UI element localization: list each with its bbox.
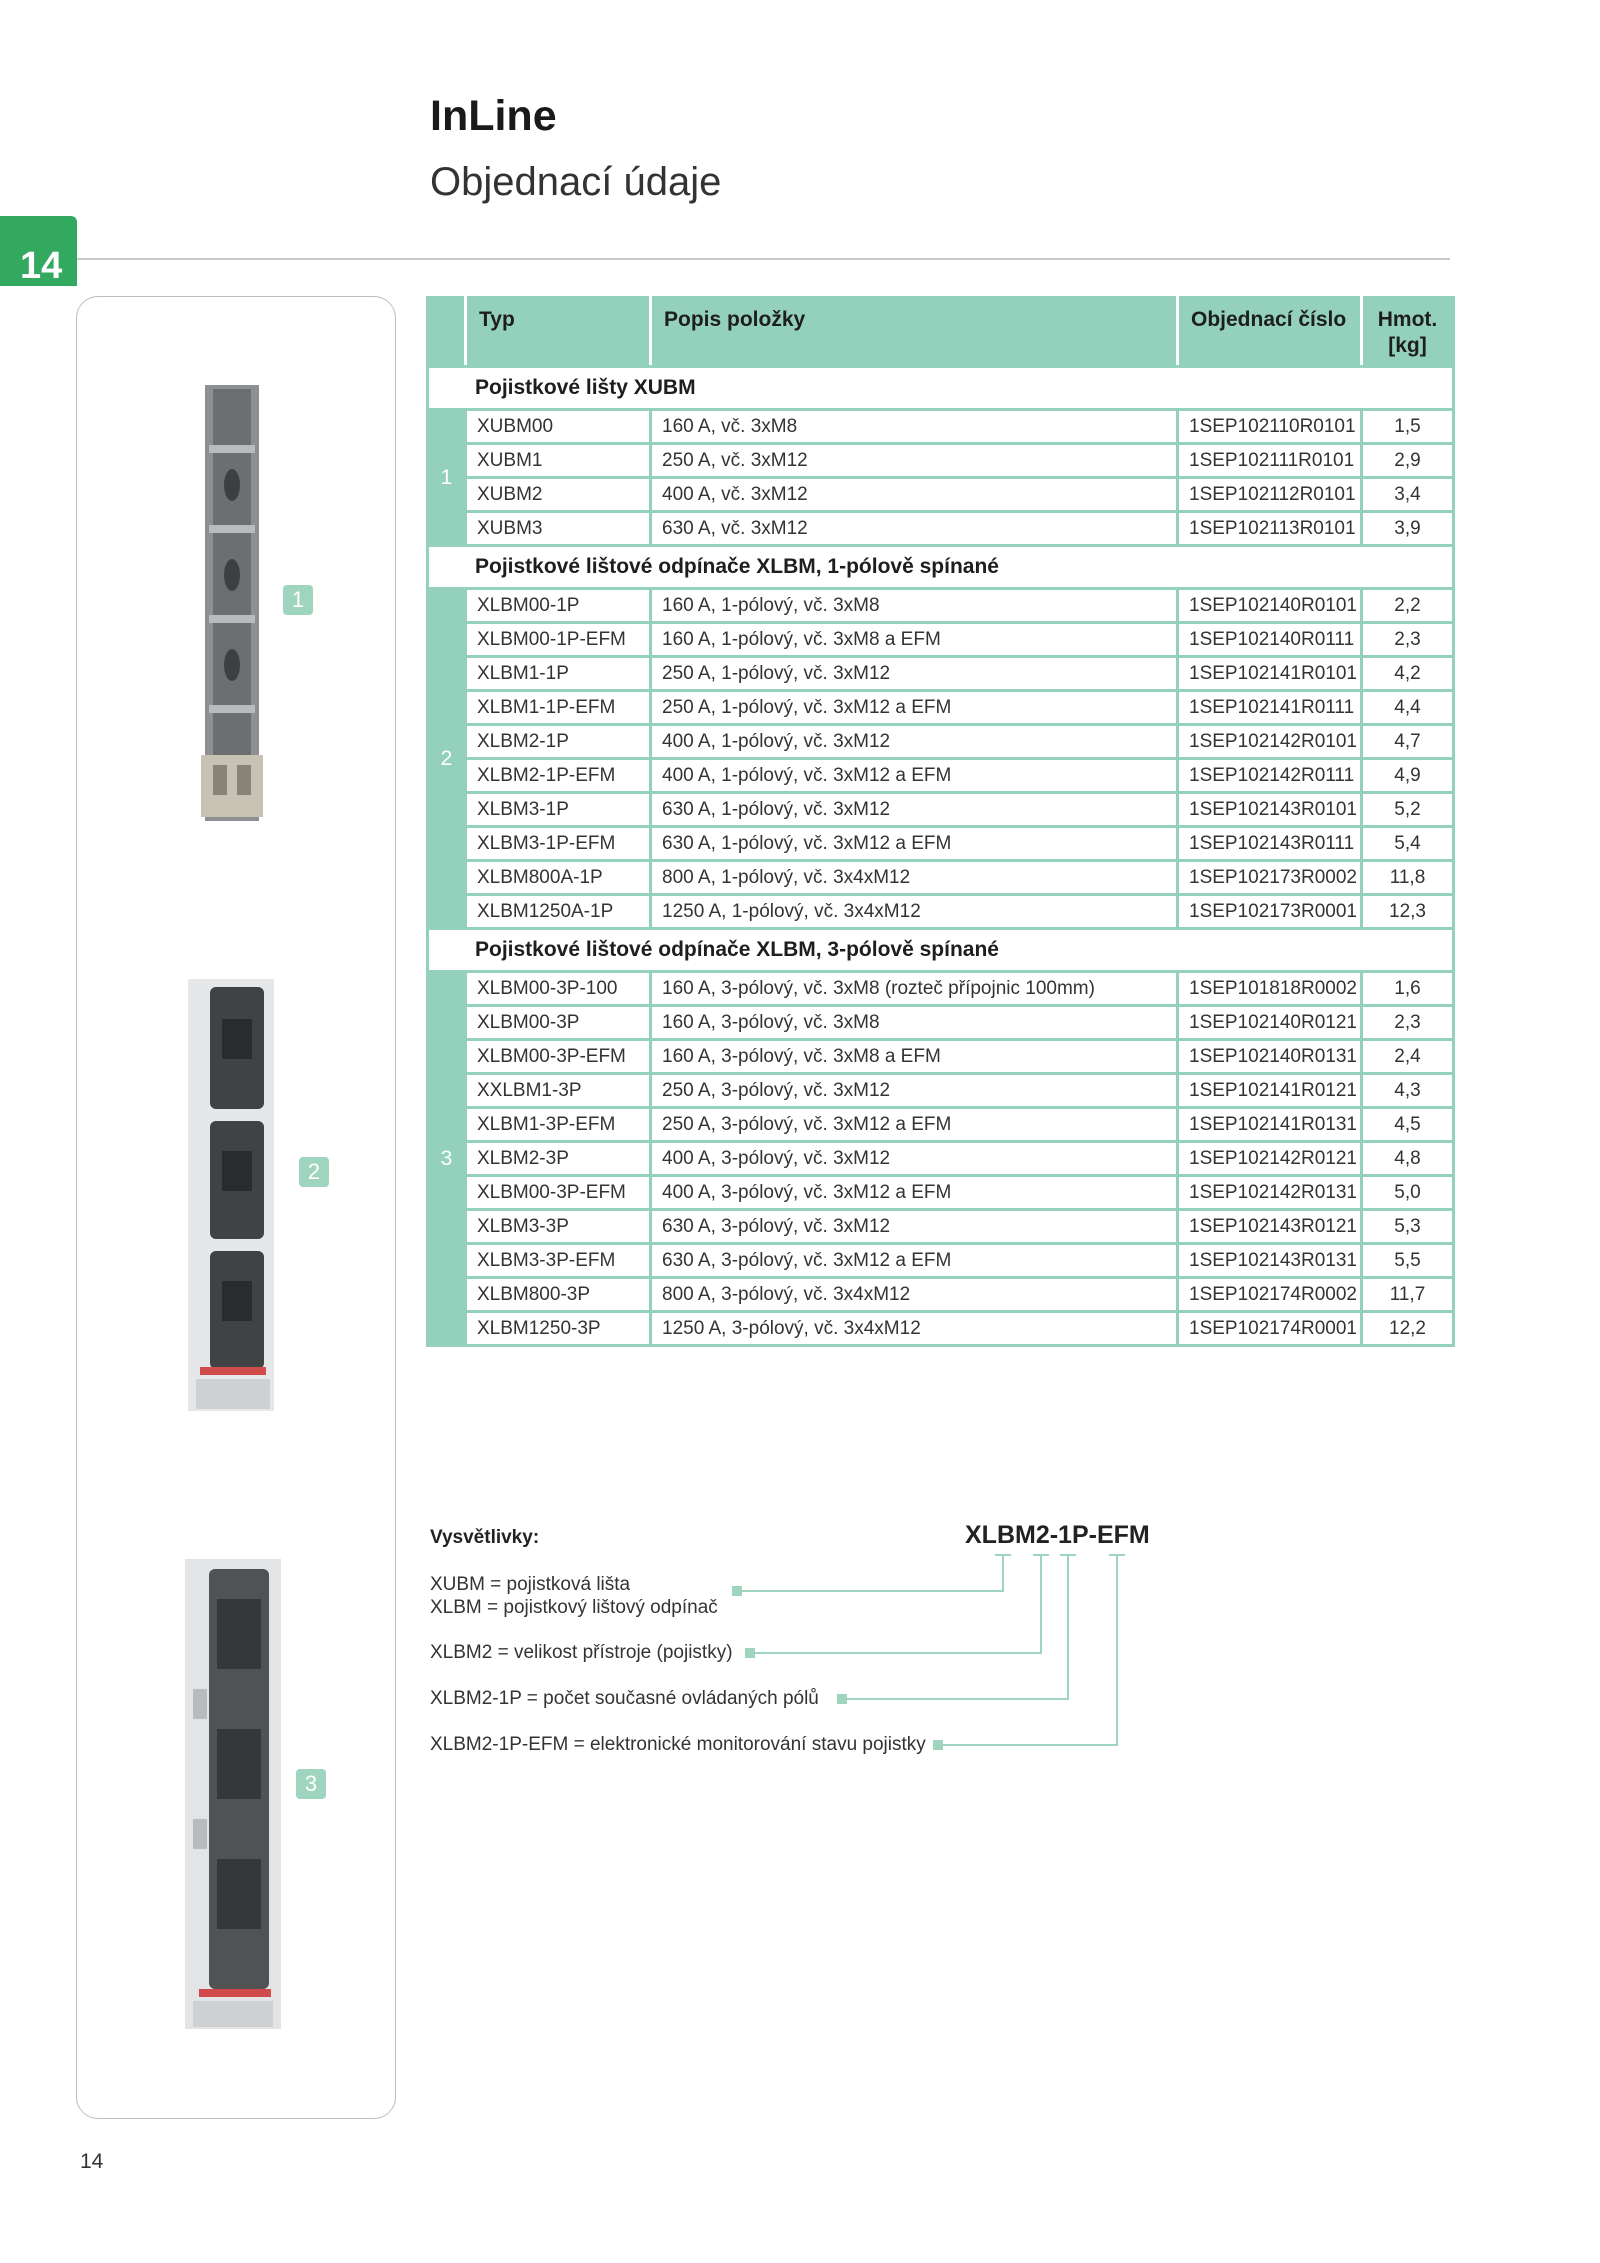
cell-weight: 2,3	[1362, 1006, 1454, 1040]
cell-weight: 12,2	[1362, 1312, 1454, 1346]
cell-description: 400 A, 3-pólový, vč. 3xM12 a EFM	[651, 1176, 1178, 1210]
column-header-weight: Hmot. [kg]	[1362, 298, 1454, 367]
cell-description: 400 A, 1-pólový, vč. 3xM12	[651, 725, 1178, 759]
cell-type: XLBM00-3P-EFM	[466, 1176, 651, 1210]
header-rule	[77, 258, 1450, 260]
cell-type: XLBM00-1P-EFM	[466, 623, 651, 657]
cell-description: 630 A, 3-pólový, vč. 3xM12	[651, 1210, 1178, 1244]
legend-heading: Vysvětlivky:	[430, 1527, 540, 1548]
legend-line-xlbm: XLBM = pojistkový lištový odpínač	[430, 1597, 718, 1618]
table-row	[428, 1244, 1454, 1278]
cell-type: XLBM1250A-1P	[466, 895, 651, 929]
cell-type: XLBM00-3P-EFM	[466, 1040, 651, 1074]
cell-type: XLBM3-1P-EFM	[466, 827, 651, 861]
cell-description: 250 A, 3-pólový, vč. 3xM12	[651, 1074, 1178, 1108]
cell-type: XLBM00-3P-100	[466, 972, 651, 1006]
header-group-cell	[428, 298, 466, 367]
cell-type: XLBM1-1P-EFM	[466, 691, 651, 725]
cell-weight: 4,8	[1362, 1142, 1454, 1176]
cell-weight: 2,4	[1362, 1040, 1454, 1074]
cell-weight: 4,5	[1362, 1108, 1454, 1142]
legend-line-efm: XLBM2-1P-EFM = elektronické monitorování stavu pojistky	[430, 1734, 926, 1755]
table-row	[428, 1210, 1454, 1244]
chapter-tab: 14	[0, 216, 77, 286]
cell-order-number: 1SEP102140R0101	[1178, 589, 1362, 623]
cell-description: 400 A, 3-pólový, vč. 3xM12	[651, 1142, 1178, 1176]
table-row	[428, 657, 1454, 691]
cell-weight: 5,0	[1362, 1176, 1454, 1210]
cell-description: 630 A, 1-pólový, vč. 3xM12 a EFM	[651, 827, 1178, 861]
switch-disconnector-3p-image	[185, 1559, 281, 2029]
cell-order-number: 1SEP102143R0121	[1178, 1210, 1362, 1244]
table-row	[428, 623, 1454, 657]
table-row	[428, 725, 1454, 759]
table-row	[428, 759, 1454, 793]
cell-order-number: 1SEP102142R0101	[1178, 725, 1362, 759]
table-row	[428, 861, 1454, 895]
callout-1: 1	[283, 585, 313, 615]
cell-description: 1250 A, 1-pólový, vč. 3x4xM12	[651, 895, 1178, 929]
cell-order-number: 1SEP102111R0101	[1178, 444, 1362, 478]
cell-order-number: 1SEP102141R0111	[1178, 691, 1362, 725]
callout-3: 3	[296, 1769, 326, 1799]
cell-weight: 11,8	[1362, 861, 1454, 895]
page-subtitle: Objednací údaje	[430, 160, 722, 204]
cell-weight: 1,6	[1362, 972, 1454, 1006]
cell-description: 630 A, 1-pólový, vč. 3xM12	[651, 793, 1178, 827]
cell-order-number: 1SEP102143R0131	[1178, 1244, 1362, 1278]
cell-order-number: 1SEP102174R0001	[1178, 1312, 1362, 1346]
table-row	[428, 1108, 1454, 1142]
cell-type: XLBM800-3P	[466, 1278, 651, 1312]
cell-weight: 4,4	[1362, 691, 1454, 725]
group-number-cell: 1	[428, 410, 466, 546]
cell-description: 160 A, 3-pólový, vč. 3xM8 (rozteč přípojnic 100mm)	[651, 972, 1178, 1006]
table-row	[428, 1040, 1454, 1074]
cell-type: XLBM2-1P-EFM	[466, 759, 651, 793]
cell-order-number: 1SEP102141R0121	[1178, 1074, 1362, 1108]
cell-order-number: 1SEP102173R0002	[1178, 861, 1362, 895]
cell-type: XLBM800A-1P	[466, 861, 651, 895]
table-row	[428, 972, 1454, 1006]
cell-weight: 4,9	[1362, 759, 1454, 793]
table-row	[428, 1142, 1454, 1176]
cell-type: XUBM3	[466, 512, 651, 546]
cell-description: 160 A, 1-pólový, vč. 3xM8	[651, 589, 1178, 623]
cell-type: XLBM1-3P-EFM	[466, 1108, 651, 1142]
cell-order-number: 1SEP102140R0131	[1178, 1040, 1362, 1074]
cell-description: 630 A, 3-pólový, vč. 3xM12 a EFM	[651, 1244, 1178, 1278]
cell-description: 800 A, 3-pólový, vč. 3x4xM12	[651, 1278, 1178, 1312]
cell-order-number: 1SEP102142R0131	[1178, 1176, 1362, 1210]
code-example: XLBM2-1P-EFM	[965, 1521, 1150, 1549]
table-row	[428, 410, 1454, 444]
table-row	[428, 1176, 1454, 1210]
cell-weight: 3,4	[1362, 478, 1454, 512]
cell-order-number: 1SEP102142R0121	[1178, 1142, 1362, 1176]
page-number: 14	[80, 2150, 104, 2173]
cell-description: 250 A, 1-pólový, vč. 3xM12	[651, 657, 1178, 691]
cell-order-number: 1SEP102141R0131	[1178, 1108, 1362, 1142]
cell-type: XLBM1250-3P	[466, 1312, 651, 1346]
cell-order-number: 1SEP102110R0101	[1178, 410, 1362, 444]
cell-type: XUBM2	[466, 478, 651, 512]
cell-description: 250 A, vč. 3xM12	[651, 444, 1178, 478]
cell-description: 800 A, 1-pólový, vč. 3x4xM12	[651, 861, 1178, 895]
switch-disconnector-1p-image	[188, 979, 274, 1411]
table-row	[428, 589, 1454, 623]
cell-type: XLBM2-1P	[466, 725, 651, 759]
cell-description: 1250 A, 3-pólový, vč. 3x4xM12	[651, 1312, 1178, 1346]
section-header-row	[428, 546, 1454, 589]
table-row	[428, 691, 1454, 725]
table-row	[428, 793, 1454, 827]
cell-description: 160 A, 1-pólový, vč. 3xM8 a EFM	[651, 623, 1178, 657]
cell-order-number: 1SEP102142R0111	[1178, 759, 1362, 793]
group-number-cell: 3	[428, 972, 466, 1346]
legend-line-xubm: XUBM = pojistková lišta	[430, 1574, 631, 1595]
page-title: InLine	[430, 92, 557, 140]
cell-description: 160 A, vč. 3xM8	[651, 410, 1178, 444]
cell-order-number: 1SEP102113R0101	[1178, 512, 1362, 546]
cell-type: XLBM3-1P	[466, 793, 651, 827]
cell-type: XUBM1	[466, 444, 651, 478]
section-header-row	[428, 367, 1454, 410]
cell-weight: 4,2	[1362, 657, 1454, 691]
cell-weight: 5,4	[1362, 827, 1454, 861]
table-row	[428, 444, 1454, 478]
cell-order-number: 1SEP102143R0101	[1178, 793, 1362, 827]
cell-order-number: 1SEP102174R0002	[1178, 1278, 1362, 1312]
cell-order-number: 1SEP102141R0101	[1178, 657, 1362, 691]
table-row	[428, 512, 1454, 546]
table-header-row	[428, 298, 1454, 367]
cell-order-number: 1SEP102140R0111	[1178, 623, 1362, 657]
cell-weight: 5,3	[1362, 1210, 1454, 1244]
cell-type: XLBM1-1P	[466, 657, 651, 691]
table-row	[428, 895, 1454, 929]
table-row	[428, 1312, 1454, 1346]
section-title: Pojistkové lištové odpínače XLBM, 1-pólově spínané	[428, 546, 1454, 589]
cell-weight: 3,9	[1362, 512, 1454, 546]
cell-type: XLBM00-3P	[466, 1006, 651, 1040]
cell-type: XLBM3-3P-EFM	[466, 1244, 651, 1278]
cell-weight: 2,3	[1362, 623, 1454, 657]
table-row	[428, 1074, 1454, 1108]
cell-weight: 5,2	[1362, 793, 1454, 827]
cell-description: 160 A, 3-pólový, vč. 3xM8	[651, 1006, 1178, 1040]
column-header-order-number: Objednací číslo	[1178, 298, 1362, 367]
cell-weight: 4,3	[1362, 1074, 1454, 1108]
cell-description: 160 A, 3-pólový, vč. 3xM8 a EFM	[651, 1040, 1178, 1074]
group-number-cell: 2	[428, 589, 466, 929]
fuse-rail-xubm-image	[199, 385, 265, 821]
cell-description: 250 A, 1-pólový, vč. 3xM12 a EFM	[651, 691, 1178, 725]
table-row	[428, 478, 1454, 512]
section-title: Pojistkové lištové odpínače XLBM, 3-pólově spínané	[428, 929, 1454, 972]
cell-type: XLBM00-1P	[466, 589, 651, 623]
cell-weight: 12,3	[1362, 895, 1454, 929]
cell-order-number: 1SEP102143R0111	[1178, 827, 1362, 861]
cell-type: XLBM3-3P	[466, 1210, 651, 1244]
cell-weight: 5,5	[1362, 1244, 1454, 1278]
legend-line-poles: XLBM2-1P = počet současné ovládaných pólů	[430, 1688, 819, 1709]
cell-order-number: 1SEP102140R0121	[1178, 1006, 1362, 1040]
legend-line-size: XLBM2 = velikost přístroje (pojistky)	[430, 1642, 733, 1663]
cell-type: XXLBM1-3P	[466, 1074, 651, 1108]
ordering-table	[426, 296, 1452, 1347]
cell-weight: 11,7	[1362, 1278, 1454, 1312]
cell-type: XUBM00	[466, 410, 651, 444]
cell-weight: 2,9	[1362, 444, 1454, 478]
cell-order-number: 1SEP102173R0001	[1178, 895, 1362, 929]
table-row	[428, 1278, 1454, 1312]
table-row	[428, 827, 1454, 861]
section-header-row	[428, 929, 1454, 972]
cell-order-number: 1SEP101818R0002	[1178, 972, 1362, 1006]
section-title: Pojistkové lišty XUBM	[428, 367, 1454, 410]
cell-type: XLBM2-3P	[466, 1142, 651, 1176]
column-header-type: Typ	[466, 298, 651, 367]
cell-description: 400 A, 1-pólový, vč. 3xM12 a EFM	[651, 759, 1178, 793]
cell-weight: 2,2	[1362, 589, 1454, 623]
cell-weight: 1,5	[1362, 410, 1454, 444]
table-row	[428, 1006, 1454, 1040]
callout-2: 2	[299, 1157, 329, 1187]
cell-order-number: 1SEP102112R0101	[1178, 478, 1362, 512]
cell-weight: 4,7	[1362, 725, 1454, 759]
product-image-panel	[76, 296, 396, 2119]
cell-description: 250 A, 3-pólový, vč. 3xM12 a EFM	[651, 1108, 1178, 1142]
column-header-description: Popis položky	[651, 298, 1178, 367]
cell-description: 630 A, vč. 3xM12	[651, 512, 1178, 546]
cell-description: 400 A, vč. 3xM12	[651, 478, 1178, 512]
